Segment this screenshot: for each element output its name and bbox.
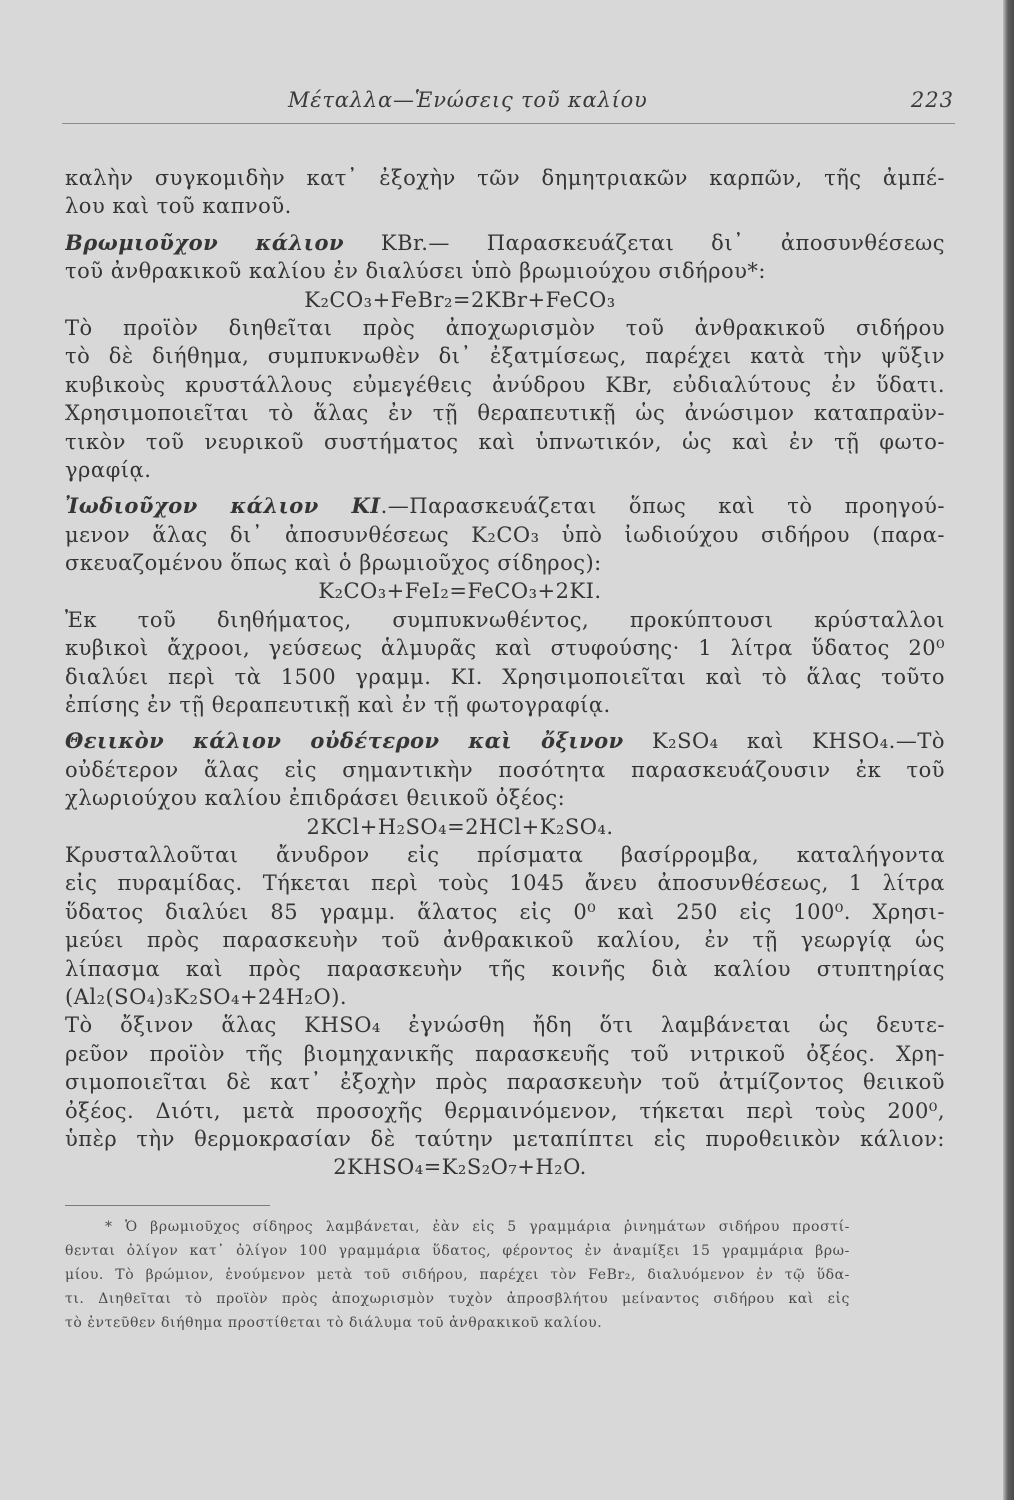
footnote-line [65,1239,850,1263]
text-run: σκευαζομένου ὅπως καὶ ὁ βρωμιοῦχος σίδηρος): [65,551,602,576]
text-run: ὑπὲρ τὴν θερμοκρασίαν δὲ ταύτην μεταπίπτει εἰς πυροθειικὸν κάλιον: [65,1126,945,1151]
footnote-line [65,1311,850,1335]
text-line [65,229,945,257]
text-run: οὐδέτερον ἅλας εἰς σημαντικὴν ποσότητα παρασκευάζουσιν ἐκ τοῦ [65,757,945,782]
text-run: * Ὁ βρωμιοῦχος σίδηρος λαμβάνεται, ἐὰν εἰς 5 γραμμάρια ῥινημάτων σιδήρου προστί- [105,1219,850,1235]
text-line [65,1125,945,1153]
footnote-line [65,1287,850,1311]
text-run: K₂CO₃+FeI₂=FeCO₃+2KI. [318,579,602,604]
text-run: ρεῦον προϊὸν τῆς βιομηχανικῆς παρασκευῆς τοῦ νιτρικοῦ ὀξέος. Χρη- [65,1041,945,1066]
text-run: Ἐκ τοῦ διηθήματος, συμπυκνωθέντος, προκύπτουσι κρύσταλλοι [65,607,945,632]
text-run: τοῦ ἀνθρακικοῦ καλίου ἐν διαλύσει ὑπὸ βρωμιούχου σιδήρου*: [65,259,767,284]
text-run: KBr.— Παρασκευάζεται δι᾽ ἀποσυνθέσεως [344,230,945,255]
text-run: τι. Διηθεῖται τὸ προϊὸν πρὸς ἀποχωρισμὸν τυχὸν ἀπροσβλήτου μείναντος σιδήρου καὶ εἰς [65,1291,850,1307]
text-run: χλωριούχου καλίου ἐπιδράσει θειικοῦ ὀξέος: [65,786,566,811]
text-run: .—Παρασκευάζεται ὅπως καὶ τὸ προηγού- [380,494,945,519]
text-line [65,983,945,1011]
text-line [65,691,945,719]
text-line [65,1097,945,1125]
text-line [65,399,945,427]
text-line [65,1011,945,1039]
text-line [65,955,945,983]
text-run: ὀξέος. Διότι, μετὰ προσοχῆς θερμαινόμενον, τήκεται περὶ τοὺς 200⁰, [65,1098,945,1123]
text-run: κυβικοὶ ἄχροοι, γεύσεως ἁλμυρᾶς καὶ στυφούσης· 1 λίτρα ὕδατος 20⁰ [65,636,945,661]
text-line [65,756,945,784]
text-line [65,1040,945,1068]
text-run: λίπασμα καὶ πρὸς παρασκευὴν τῆς κοινῆς διὰ καλίου στυπτηρίας [65,956,945,981]
section-heading: Βρωμιοῦχον κάλιον [65,229,345,255]
text-line [65,634,945,662]
text-run: καλὴν συγκομιδὴν κατ᾽ ἐξοχὴν τῶν δημητριακῶν καρπῶν, τῆς ἀμπέ- [65,166,945,190]
text-line [65,314,945,342]
text-line [65,663,945,691]
text-line [65,549,945,577]
text-line [65,342,945,370]
footnote-line [65,1263,850,1287]
section-heading: Θειικὸν κάλιον οὐδέτερον καὶ ὄξινον [65,728,624,754]
text-line [65,898,945,926]
text-run: τὸ δὲ διήθημα, συμπυκνωθὲν δι᾽ ἐξατμίσεως, παρέχει κατὰ τὴν ψῦξιν [65,344,945,369]
chemical-equation [65,577,945,605]
text-run: Κρυσταλλοῦται ἄνυδρον εἰς πρίσματα βασίρρομβα, καταλήγοντα [65,842,945,867]
text-line [65,606,945,634]
text-run: λου καὶ τοῦ καπνοῦ. [65,194,292,219]
text-run: διαλύει περὶ τὰ 1500 γραμμ. KI. Χρησιμοποιεῖται καὶ τὸ ἅλας τοῦτο [65,664,945,689]
body-text [65,164,945,1182]
text-line [65,784,945,812]
text-line [65,492,945,520]
text-run: μενον ἅλας δι᾽ ἀποσυνθέσεως K₂CO₃ ὑπὸ ἰωδιούχου σιδήρου (παρα- [65,522,945,547]
footnote-line [65,1215,850,1239]
text-line [65,926,945,954]
chemical-equation [65,813,945,841]
header-rule [62,123,955,124]
section-heading: Ἰωδιοῦχον κάλιον KI [65,493,381,519]
text-run: μεύει πρὸς παρασκευὴν τοῦ ἀνθρακικοῦ καλίου, ἐν τῇ γεωργίᾳ ὡς [65,928,945,953]
text-run: κυβικοὺς κρυστάλλους εὐμεγέθεις ἀνύδρου KBr, εὐδιαλύτους ἐν ὕδατι. [65,372,945,397]
text-line [65,456,945,484]
footnote-rule [65,1205,270,1206]
text-run: 2KHSO₄=K₂S₂O₇+H₂O. [333,1155,587,1180]
running-header-title: Μέταλλα—Ἑνώσεις τοῦ καλίου [288,88,648,112]
chemical-equation [65,1153,945,1181]
text-run: (Al₂(SO₄)₃K₂SO₄+24H₂O). [65,984,348,1009]
text-line [65,428,945,456]
text-line [65,521,945,549]
text-run: Χρησιμοποιεῖται τὸ ἅλας ἐν τῇ θεραπευτικῇ ὡς ἀνώσιμον καταπραϋν- [65,401,945,426]
chemical-equation [65,286,945,314]
text-line [65,164,945,192]
text-run: ὕδατος διαλύει 85 γραμμ. ἅλατος εἰς 0⁰ καὶ 250 εἰς 100⁰. Χρησι- [65,899,945,924]
text-line [65,371,945,399]
text-run: 2KCl+H₂SO₄=2HCl+K₂SO₄. [306,814,614,839]
text-run: K₂SO₄ καὶ KHSO₄.—Τὸ [623,729,945,754]
text-run: σιμοποιεῖται δὲ κατ᾽ ἐξοχὴν πρὸς παρασκευὴν τοῦ ἀτμίζοντος θειικοῦ [65,1070,945,1095]
text-line [65,727,945,755]
text-run: μίου. Τὸ βρώμιον, ἑνούμενον μετὰ τοῦ σιδήρου, παρέχει τὸν FeBr₂, διαλυόμενον ἐν τῷ ὕδα- [65,1267,850,1283]
text-run: εἰς πυραμίδας. Τήκεται περὶ τοὺς 1045 ἄνευ ἀποσυνθέσεως, 1 λίτρα [65,871,945,896]
text-run: ἐπίσης ἐν τῇ θεραπευτικῇ καὶ ἐν τῇ φωτογραφίᾳ. [65,693,611,718]
text-run: θενται ὀλίγον κατ᾽ ὀλίγον 100 γραμμάρια ὕδατος, φέροντος ἐν ἀναμίξει 15 γραμμάρια βρω- [65,1243,850,1259]
text-run: τὸ ἐντεῦθεν διήθημα προστίθεται τὸ διάλυμα τοῦ ἀνθρακικοῦ καλίου. [65,1315,603,1331]
text-run: Τὸ προϊὸν διηθεῖται πρὸς ἀποχωρισμὸν τοῦ ἀνθρακικοῦ σιδήρου [65,315,945,340]
text-line [65,1068,945,1096]
text-run: τικὸν τοῦ νευρικοῦ συστήματος καὶ ὑπνωτικόν, ὡς καὶ ἐν τῇ φωτο- [65,429,945,454]
text-run: Τὸ ὄξινον ἅλας KHSO₄ ἐγνώσθη ἤδη ὅτι λαμβάνεται ὡς δευτε- [65,1013,945,1038]
footnote [65,1215,850,1335]
text-line [65,257,945,285]
text-line [65,841,945,869]
text-line [65,192,945,220]
text-line [65,869,945,897]
text-run: K₂CO₃+FeBr₂=2KBr+FeCO₃ [304,287,616,312]
page-edge-shadow [1003,0,1014,1500]
text-run: γραφίᾳ. [65,457,152,482]
page-number: 223 [910,88,954,112]
